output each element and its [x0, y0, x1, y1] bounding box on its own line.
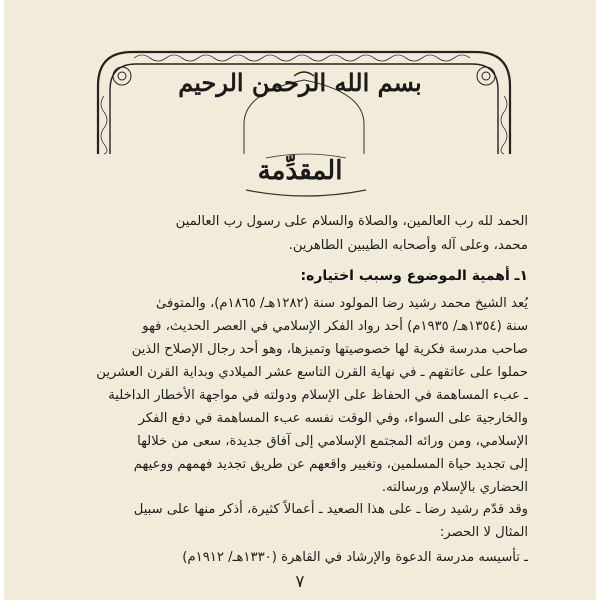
text-line: الإسلامي، ومن ورائه المجتمع الإسلامي إلى آفاق جديدة، سعى من خلالها [137, 434, 528, 449]
text-line: الحضاري بالإسلام ورسالته. [381, 480, 528, 495]
ornamental-arch-frame [94, 46, 514, 156]
text-line: الحمد لله رب العالمين، والصلاة والسلام على رسول رب العالمين [175, 214, 528, 229]
text-line: إلى تجديد حياة المسلمين، وتغيير واقعهم عن طريق تجديد فهمهم ووعيهم [133, 457, 528, 472]
text-line: يُعد الشيخ محمد رشيد رضا المولود سنة (١٢٨٢هـ/ ١٨٦٥م)، والمتوفىٰ [155, 296, 528, 311]
section-heading: ١ـ أهمية الموضوع وسبب اختياره: [300, 268, 528, 284]
paragraph-works [70, 498, 528, 544]
basmala-calligraphy: بسم الله الرحمن الرحيم [178, 68, 422, 97]
list-item: ـ تأسيسه مدرسة الدعوة والإرشاد في القاهرة (١٣٣٠هـ/ ١٩١٢م) [182, 550, 528, 565]
page-number: ٧ [295, 572, 305, 592]
text-line: صاحب مدرسة فكرية لها خصوصيتها وتميزها، وهو أحد رجال الإصلاح الذين [131, 342, 528, 357]
text-line: وقد قدّم رشيد رضا ـ على هذا الصعيد ـ أعمالاً كثيرة، أذكر منها على سبيل [133, 502, 528, 517]
page-title: المقدِّمة [257, 156, 343, 186]
text-line: المثال لا الحصر: [439, 525, 528, 540]
text-line: والخارجية على السواء، وفي الوقت نفسه عبء المساهمة في دفع الفكر [138, 411, 528, 426]
text-line: ـ عبء المساهمة في الحفاظ على الإسلام ودولته في مواجهة الأخطار الداخلية [108, 388, 528, 403]
text-line: محمد، وعلى آله وأصحابه الطيبين الطاهرين. [288, 238, 528, 253]
paragraph-opening [70, 210, 528, 258]
paragraph-importance [70, 292, 528, 499]
arch-frame-drawing [94, 46, 514, 156]
text-line: سنة (١٣٥٤هـ/ ١٩٣٥م) أحد رواد الفكر الإسلامي في العصر الحديث، فهو [142, 319, 528, 334]
text-line: حملوا على عاتقهم ـ في نهاية القرن التاسع عشر الميلادي وبداية القرن العشرين [96, 365, 528, 380]
